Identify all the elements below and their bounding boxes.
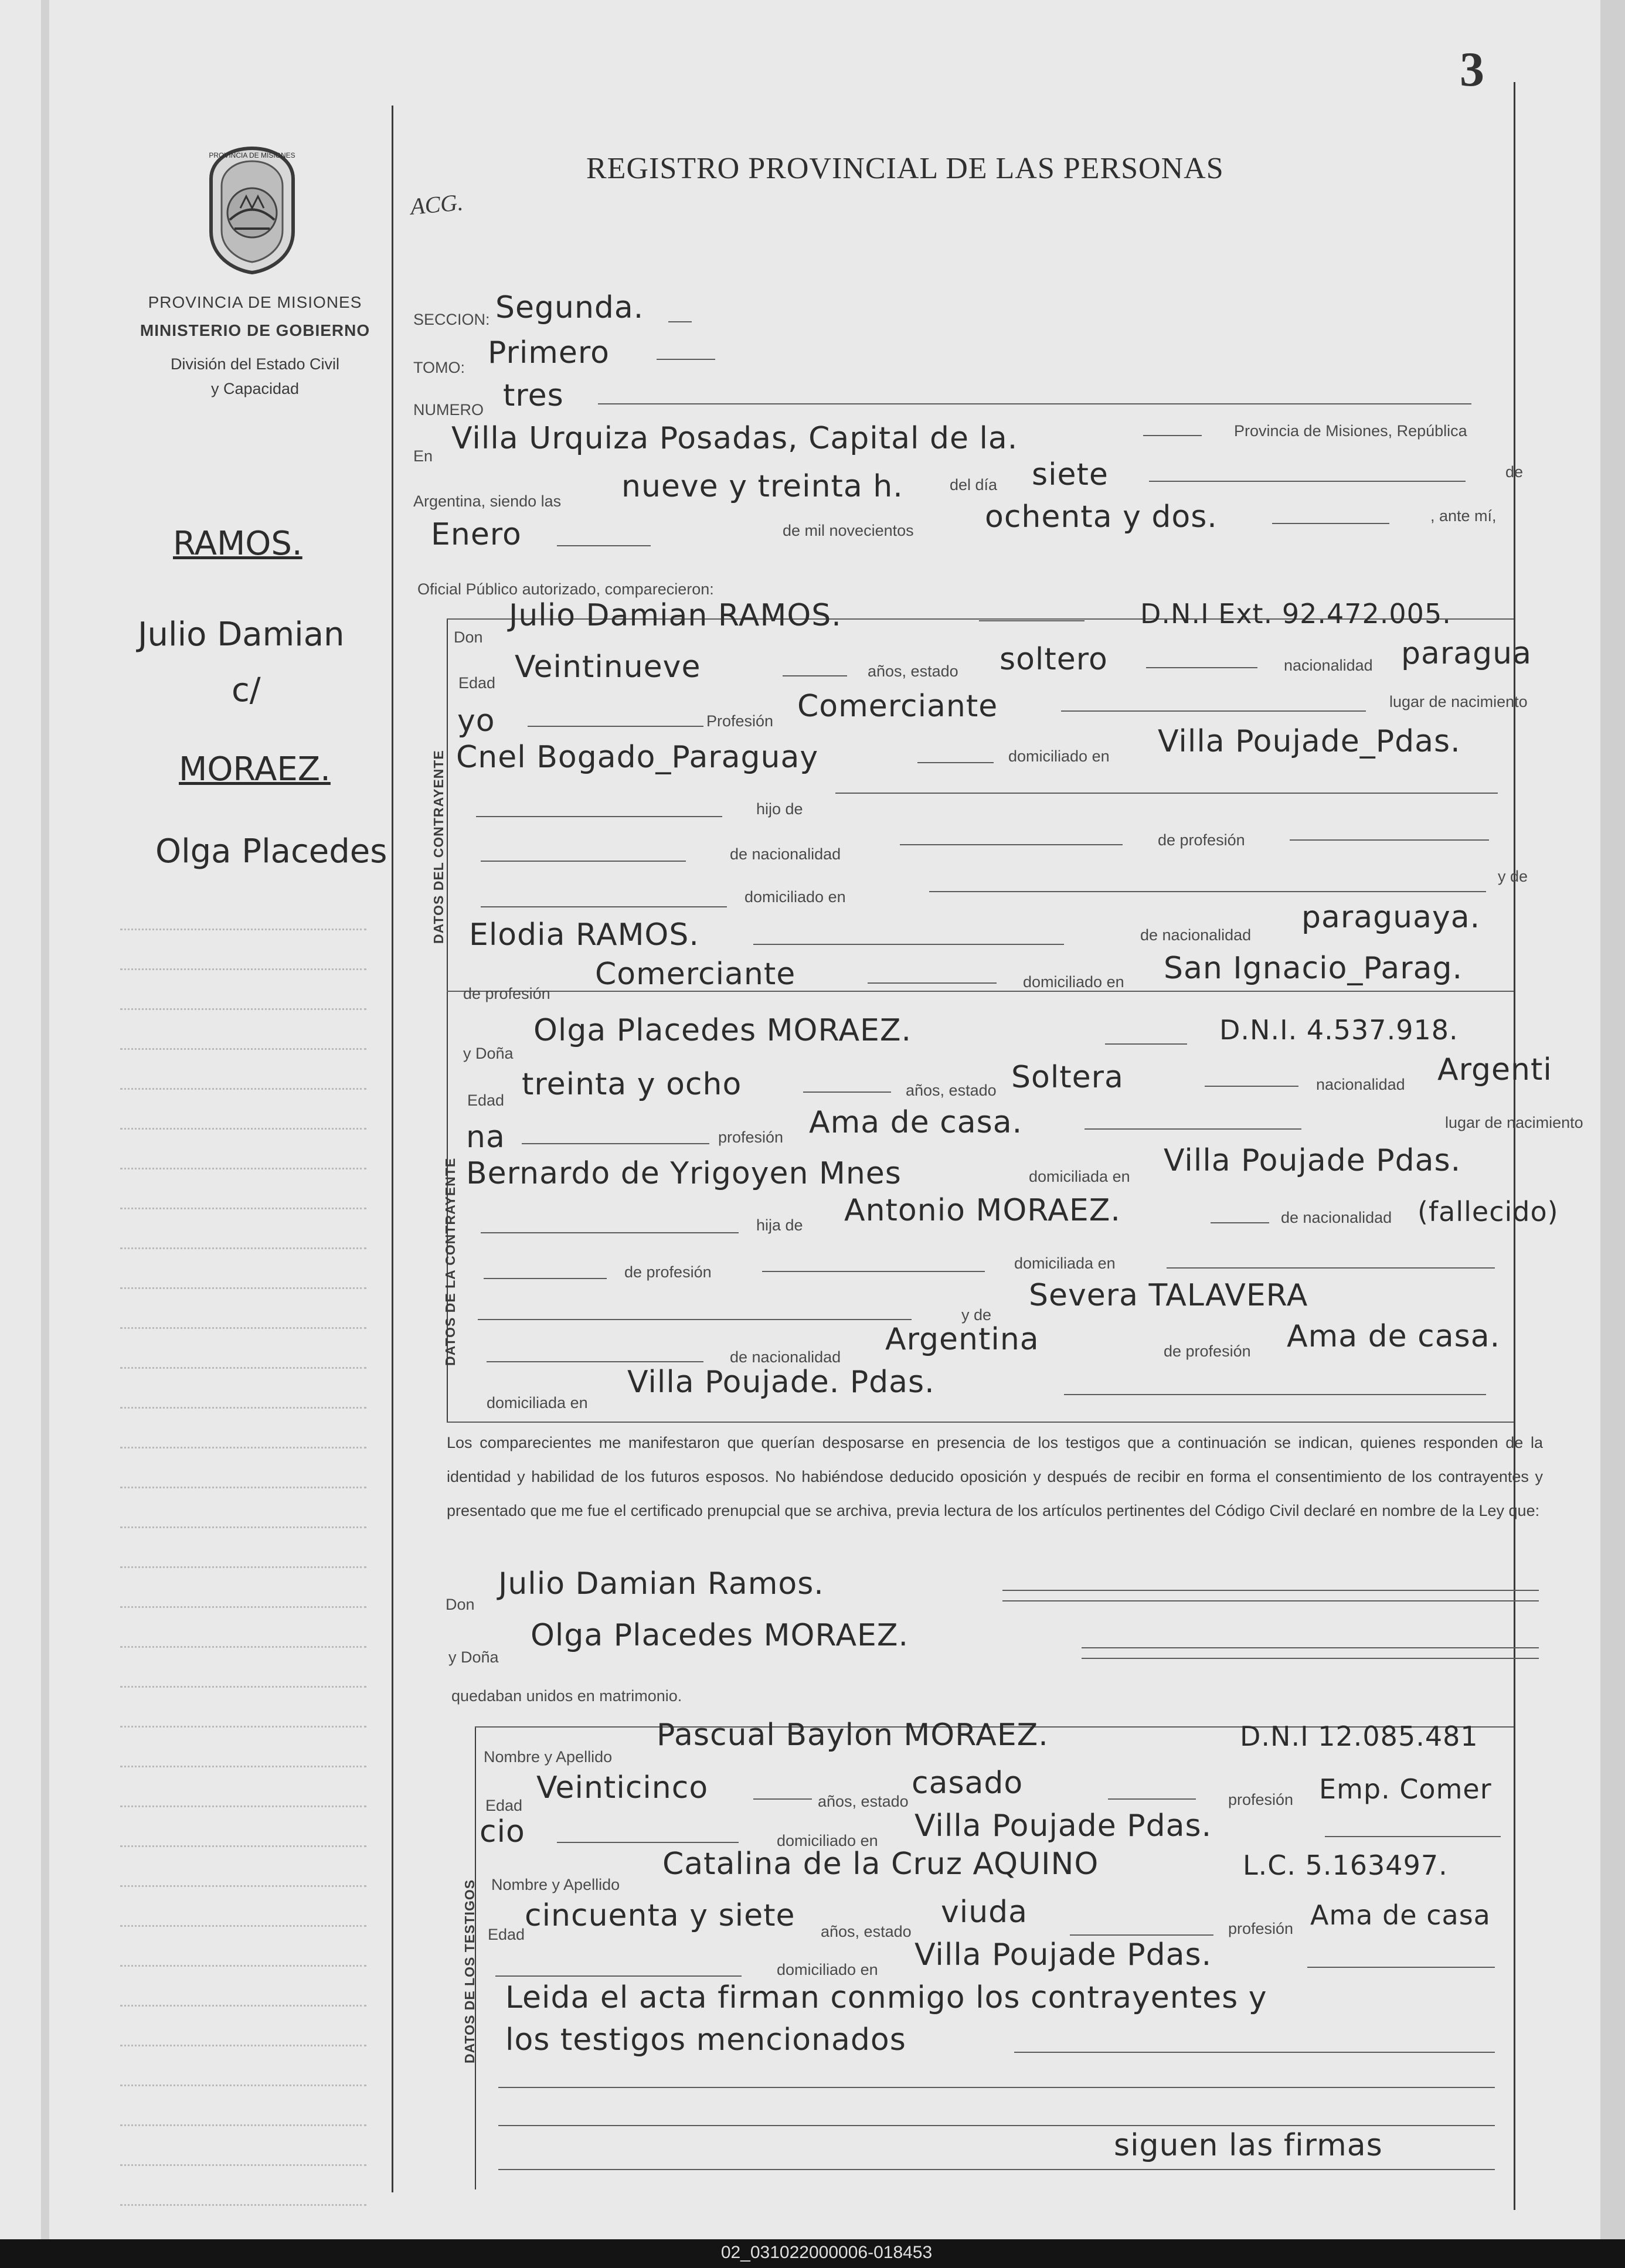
fill-line bbox=[528, 726, 703, 727]
groom-dni: D.N.I Ext. 92.472.005. bbox=[1140, 598, 1451, 630]
margin-ruled-line bbox=[120, 1845, 366, 1847]
tomo-value: Primero bbox=[488, 335, 610, 370]
w1-profesion-b: cio bbox=[480, 1814, 525, 1849]
lugar-value: Villa Urquiza Posadas, Capital de la. bbox=[451, 421, 1018, 456]
fill-line bbox=[783, 675, 847, 676]
numero-value: tres bbox=[503, 378, 564, 413]
decl-don-label: Don bbox=[446, 1596, 475, 1613]
form-right-border bbox=[1514, 82, 1515, 2210]
margin-ruled-line bbox=[120, 1606, 366, 1608]
bride-dona-label: y Doña bbox=[463, 1045, 514, 1062]
fill-line bbox=[1070, 1934, 1213, 1936]
margin-ruled-line bbox=[120, 1407, 366, 1409]
bride-madre-prof: Ama de casa. bbox=[1287, 1319, 1501, 1354]
margin-ruled-line bbox=[120, 1526, 366, 1528]
closing-line-2: los testigos mencionados bbox=[505, 2022, 906, 2058]
fill-line bbox=[1014, 2052, 1495, 2053]
margin-ruled-line bbox=[120, 2085, 366, 2086]
bride-madre-dom-label: domiciliada en bbox=[487, 1394, 588, 1412]
form-left-border bbox=[392, 106, 393, 2192]
groom-edad-label: Edad bbox=[458, 674, 496, 692]
fill-line bbox=[1085, 1128, 1301, 1130]
groom-domiciliado-label: domiciliado en bbox=[1008, 747, 1110, 765]
page-binding bbox=[41, 0, 49, 2239]
margin-ruled-line bbox=[120, 1008, 366, 1010]
groom-edad: Veintinueve bbox=[515, 650, 701, 685]
section-label-contrayente: DATOS DEL CONTRAYENTE bbox=[431, 750, 446, 944]
margin-ruled-line bbox=[120, 1048, 366, 1050]
groom-profesion: Comerciante bbox=[797, 689, 998, 724]
w2-profesion: Ama de casa bbox=[1310, 1899, 1491, 1931]
fill-line bbox=[1167, 1267, 1495, 1269]
w1-nombre: Pascual Baylon MORAEZ. bbox=[657, 1718, 1049, 1753]
section-divider bbox=[447, 1422, 1514, 1423]
fill-line bbox=[522, 1143, 709, 1144]
margin-ruled-line bbox=[120, 1447, 366, 1448]
w1-edad: Veinticinco bbox=[536, 1770, 709, 1805]
fill-line bbox=[1146, 667, 1257, 668]
seccion-label: SECCION: bbox=[413, 311, 490, 328]
org-province: PROVINCIA DE MISIONES bbox=[148, 293, 362, 311]
groom-madre-dom-label: domiciliado en bbox=[1023, 973, 1124, 991]
groom-de-profesion-label: de profesión bbox=[1158, 831, 1245, 849]
margin-ruled-line bbox=[120, 1168, 366, 1169]
groom-hijo-label: hijo de bbox=[756, 800, 803, 818]
bride-edad: treinta y ocho bbox=[522, 1067, 742, 1102]
bride-profesion-label: profesión bbox=[718, 1128, 784, 1146]
bride-madre-nac: Argentina bbox=[885, 1322, 1039, 1357]
margin-bride-surname: MORAEZ. bbox=[179, 750, 331, 788]
org-ministry: MINISTERIO DE GOBIERNO bbox=[140, 321, 370, 339]
margin-ruled-line bbox=[120, 1646, 366, 1648]
bride-nacionalidad-a: Argenti bbox=[1437, 1052, 1552, 1087]
provincia-label: Provincia de Misiones, República bbox=[1234, 422, 1467, 440]
bride-padre-dom-label: domiciliada en bbox=[1014, 1254, 1116, 1272]
bride-nacionalidad-label: nacionalidad bbox=[1316, 1076, 1405, 1093]
bride-dni: D.N.I. 4.537.918. bbox=[1219, 1014, 1459, 1046]
bride-name: Olga Placedes MORAEZ. bbox=[533, 1013, 912, 1048]
w2-doc: L.C. 5.163497. bbox=[1243, 1849, 1448, 1881]
w1-profesion-label: profesión bbox=[1228, 1791, 1294, 1808]
section-label-contrayente-2: DATOS DE LA CONTRAYENTE bbox=[443, 1157, 458, 1366]
page-title: REGISTRO PROVINCIAL DE LAS PERSONAS bbox=[586, 152, 1224, 185]
margin-ruled-line bbox=[120, 1487, 366, 1488]
dia-value: siete bbox=[1032, 457, 1109, 492]
bride-estado-label: años, estado bbox=[906, 1082, 997, 1099]
groom-estado: soltero bbox=[1000, 642, 1108, 677]
file-id: 02_031022000006-018453 bbox=[720, 2243, 933, 2262]
page-edge bbox=[1600, 0, 1625, 2239]
w2-domicilio: Villa Poujade Pdas. bbox=[915, 1937, 1212, 1973]
groom-estado-label: años, estado bbox=[868, 662, 958, 680]
del-dia-label: del día bbox=[950, 476, 998, 494]
groom-madre-dom: San Ignacio_Parag. bbox=[1164, 951, 1463, 986]
fill-line bbox=[762, 1271, 985, 1272]
fill-line bbox=[481, 861, 686, 862]
provincial-seal-icon bbox=[193, 144, 311, 276]
w1-domicilio: Villa Poujade Pdas. bbox=[915, 1808, 1212, 1844]
fill-line bbox=[1290, 839, 1489, 841]
fill-line bbox=[803, 1092, 891, 1093]
margin-ruled-line bbox=[120, 1965, 366, 1967]
w2-domiciliado-label: domiciliado en bbox=[777, 1961, 878, 1978]
fill-line bbox=[1149, 481, 1466, 482]
groom-de-nacionalidad-label: de nacionalidad bbox=[730, 845, 841, 863]
groom-domiciliado-en-label: domiciliado en bbox=[744, 888, 846, 906]
fill-line bbox=[598, 403, 1471, 404]
bride-padre-nota: (fallecido) bbox=[1417, 1196, 1559, 1227]
mes-value: Enero bbox=[431, 517, 522, 552]
fill-line bbox=[1143, 435, 1202, 436]
groom-madre-prof-label: de profesión bbox=[463, 985, 550, 1002]
margin-ruled-line bbox=[120, 1208, 366, 1209]
margin-ruled-line bbox=[120, 1367, 366, 1369]
fill-line bbox=[657, 359, 715, 360]
fill-line bbox=[1064, 1394, 1486, 1395]
margin-ruled-line bbox=[120, 1805, 366, 1807]
bride-madre-dom: Villa Poujade. Pdas. bbox=[627, 1365, 935, 1400]
w2-estado: viuda bbox=[941, 1895, 1028, 1930]
en-label: En bbox=[413, 447, 433, 465]
margin-ruled-line bbox=[120, 1247, 366, 1249]
fill-line bbox=[1002, 1590, 1539, 1591]
fill-line bbox=[753, 1798, 812, 1800]
w1-edad-label: Edad bbox=[485, 1797, 523, 1814]
groom-lugar-nac-label: lugar de nacimiento bbox=[1389, 693, 1528, 710]
margin-ruled-line bbox=[120, 968, 366, 970]
fill-line bbox=[1272, 523, 1389, 524]
margin-ruled-line bbox=[120, 929, 366, 930]
fill-line bbox=[476, 816, 722, 817]
numero-label: NUMERO bbox=[413, 401, 484, 419]
fill-line bbox=[498, 2169, 1495, 2170]
fill-line bbox=[979, 620, 1085, 621]
w1-estado: casado bbox=[912, 1766, 1024, 1801]
margin-ruled-line bbox=[120, 1566, 366, 1568]
w1-estado-label: años, estado bbox=[818, 1793, 909, 1810]
bride-padre: Antonio MORAEZ. bbox=[844, 1193, 1121, 1228]
fill-line bbox=[498, 2125, 1495, 2126]
margin-ruled-line bbox=[120, 1088, 366, 1090]
margin-ruled-line bbox=[120, 1128, 366, 1130]
org-division: División del Estado Civil bbox=[170, 355, 340, 373]
w2-estado-label: años, estado bbox=[821, 1923, 912, 1940]
fill-line bbox=[1082, 1658, 1539, 1659]
ante-label: , ante mí, bbox=[1430, 507, 1497, 525]
decl-closing: quedaban unidos en matrimonio. bbox=[451, 1687, 682, 1705]
fill-line bbox=[1108, 1798, 1196, 1800]
bride-lugar-nac-label: lugar de nacimiento bbox=[1445, 1114, 1583, 1131]
fill-line bbox=[1082, 1647, 1539, 1648]
bride-hija-label: hija de bbox=[756, 1216, 803, 1234]
fill-line bbox=[668, 321, 692, 322]
signatures-note: siguen las firmas bbox=[1114, 2128, 1383, 2163]
fill-line bbox=[900, 844, 1123, 845]
fill-line bbox=[557, 1842, 739, 1843]
de-label: de bbox=[1505, 463, 1524, 481]
groom-nacionalidad-b: yo bbox=[457, 703, 495, 739]
w2-nombre: Catalina de la Cruz AQUINO bbox=[662, 1847, 1099, 1882]
fill-line bbox=[753, 944, 1064, 945]
w2-edad: cincuenta y siete bbox=[525, 1898, 795, 1933]
groom-madre-prof: Comerciante bbox=[595, 957, 796, 992]
w2-edad-label: Edad bbox=[488, 1926, 525, 1943]
bride-edad-label: Edad bbox=[467, 1092, 505, 1109]
anio-label: de mil novecientos bbox=[783, 522, 914, 539]
groom-y-de-label: y de bbox=[1498, 868, 1528, 885]
fill-line bbox=[495, 1975, 742, 1977]
fill-line bbox=[1105, 1043, 1187, 1045]
margin-ruled-line bbox=[120, 1686, 366, 1688]
seccion-value: Segunda. bbox=[495, 290, 644, 325]
declaration-paragraph: Los comparecientes me manifestaron que querían desposarse en presencia de los testigos que a continuación se indican, quienes responden de la identidad y habilidad de los futuros esposos. No habiéndose deducido oposición y después de recibir en forma el consentimiento de los contrayentes y presentado que me fue el certificado prenupcial que se archiva, previa lectura de los artículos pertinentes del Código Civil declaré en nombre de la Ley que: bbox=[447, 1434, 1543, 1519]
fill-line bbox=[481, 1232, 739, 1233]
fill-line bbox=[478, 1319, 912, 1320]
hora-value: nueve y treinta h. bbox=[621, 469, 903, 504]
bride-y-de-label: y de bbox=[961, 1306, 992, 1324]
fill-line bbox=[487, 1361, 703, 1362]
bride-madre-nac-label: de nacionalidad bbox=[730, 1348, 841, 1366]
margin-ruled-line bbox=[120, 2204, 366, 2206]
anio-value: ochenta y dos. bbox=[985, 499, 1218, 535]
w1-profesion-a: Emp. Comer bbox=[1319, 1773, 1492, 1805]
w2-nombre-label: Nombre y Apellido bbox=[491, 1876, 620, 1893]
argentina-label: Argentina, siendo las bbox=[413, 492, 562, 510]
page-number: 3 bbox=[1460, 42, 1484, 97]
decl-dona-label: y Doña bbox=[448, 1648, 499, 1666]
fill-line bbox=[1002, 1600, 1539, 1601]
fill-line bbox=[1307, 1967, 1495, 1968]
groom-madre-nac: paraguaya. bbox=[1301, 900, 1481, 935]
fill-line bbox=[1205, 1086, 1298, 1087]
margin-ruled-line bbox=[120, 1327, 366, 1329]
decl-dona: Olga Placedes MORAEZ. bbox=[531, 1618, 909, 1653]
bride-nacionalidad-b: na bbox=[466, 1120, 505, 1155]
fill-line bbox=[481, 906, 727, 907]
org-capacity: y Capacidad bbox=[210, 380, 300, 397]
reference-code: ACG. bbox=[409, 189, 464, 220]
bride-profesion: Ama de casa. bbox=[809, 1105, 1023, 1140]
margin-bride-names: Olga Placedes bbox=[155, 832, 387, 871]
fill-line bbox=[1211, 1222, 1269, 1223]
groom-nacionalidad-label: nacionalidad bbox=[1284, 657, 1373, 674]
fill-line bbox=[557, 545, 651, 546]
fill-line bbox=[917, 762, 994, 763]
groom-madre-nac-label: de nacionalidad bbox=[1140, 926, 1252, 944]
bride-lugar-nac: Bernardo de Yrigoyen Mnes bbox=[466, 1156, 902, 1191]
fill-line bbox=[484, 1278, 607, 1279]
groom-madre: Elodia RAMOS. bbox=[469, 917, 699, 953]
margin-ruled-line bbox=[120, 1766, 366, 1767]
bride-padre-prof-label: de profesión bbox=[624, 1263, 712, 1281]
margin-ruled-line bbox=[120, 1885, 366, 1887]
bride-estado: Soltera bbox=[1011, 1060, 1124, 1095]
groom-nacionalidad-a: paragua bbox=[1401, 636, 1532, 671]
fill-line bbox=[1061, 710, 1366, 712]
groom-profesion-label: Profesión bbox=[706, 712, 774, 730]
bride-domicilio: Villa Poujade Pdas. bbox=[1164, 1143, 1461, 1178]
bride-madre-prof-label: de profesión bbox=[1164, 1342, 1251, 1360]
oficial-label: Oficial Público autorizado, comparecieron: bbox=[417, 580, 714, 598]
closing-line-1: Leida el acta firman conmigo los contrayentes y bbox=[505, 1980, 1267, 2015]
w1-doc: D.N.I 12.085.481 bbox=[1240, 1720, 1478, 1752]
fill-line bbox=[1325, 1836, 1501, 1837]
groom-don-label: Don bbox=[454, 628, 483, 646]
bride-madre: Severa TALAVERA bbox=[1029, 1278, 1308, 1313]
groom-domicilio: Villa Poujade_Pdas. bbox=[1158, 724, 1461, 759]
w1-domiciliado-label: domiciliado en bbox=[777, 1832, 878, 1849]
w1-nombre-label: Nombre y Apellido bbox=[484, 1748, 613, 1766]
margin-groom-names: Julio Damian bbox=[138, 616, 345, 654]
fill-line bbox=[868, 982, 997, 984]
margin-ruled-line bbox=[120, 1287, 366, 1289]
groom-name: Julio Damian RAMOS. bbox=[509, 598, 842, 633]
margin-connector: c/ bbox=[232, 671, 261, 709]
fill-line bbox=[929, 891, 1486, 892]
seal-text: PROVINCIA DE MISIONES bbox=[209, 151, 295, 159]
fill-line bbox=[498, 2087, 1495, 2088]
w2-profesion-label: profesión bbox=[1228, 1920, 1294, 1937]
bride-domiciliada-label: domiciliada en bbox=[1029, 1168, 1130, 1185]
margin-ruled-line bbox=[120, 2164, 366, 2166]
margin-ruled-line bbox=[120, 1726, 366, 1728]
margin-groom-surname: RAMOS. bbox=[173, 525, 302, 563]
groom-lugar-nac: Cnel Bogado_Paraguay bbox=[456, 740, 819, 775]
margin-ruled-line bbox=[120, 2124, 366, 2126]
margin-ruled-line bbox=[120, 2045, 366, 2046]
tomo-label: TOMO: bbox=[413, 359, 465, 376]
margin-ruled-line bbox=[120, 2005, 366, 2007]
margin-ruled-line bbox=[120, 1925, 366, 1927]
section-label-testigos: DATOS DE LOS TESTIGOS bbox=[462, 1879, 477, 2063]
fill-line bbox=[835, 793, 1498, 794]
decl-don: Julio Damian Ramos. bbox=[498, 1566, 824, 1601]
bride-padre-nac-label: de nacionalidad bbox=[1281, 1209, 1392, 1226]
